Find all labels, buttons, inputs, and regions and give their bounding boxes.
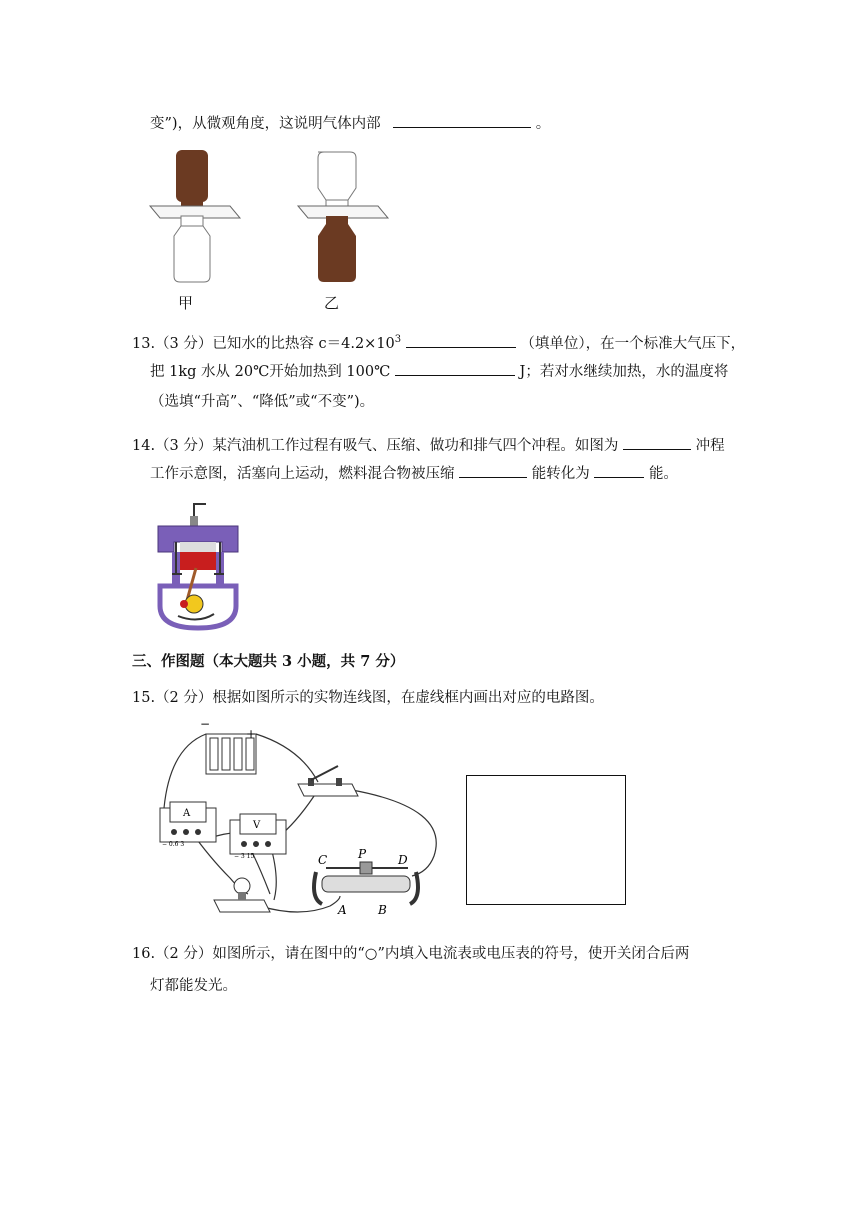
q16-line2: 灯都能发光。 (150, 978, 237, 994)
q14-line1 (132, 434, 725, 456)
spark-plug-wire (194, 504, 206, 516)
q14-text-d: 能转化为 (531, 466, 590, 482)
q13-text-a: 13.（3 分）已知水的比热容 c＝4.2×10 (132, 335, 395, 352)
q14-energy1-blank[interactable] (459, 462, 527, 478)
q15-text: 15.（2 分）根据如图所示的实物连线图，在虚线框内画出对应的电路图。 (132, 690, 604, 706)
jia-top-bottle (176, 150, 208, 202)
yi-top-bottle (318, 152, 356, 200)
q13-sup: 3 (394, 334, 402, 345)
q16-line1: 16.（2 分）如图所示，请在图中的“○”内填入电流表或电压表的符号，使开关闭合后两 (132, 946, 690, 962)
rheostat-label-p: P (358, 847, 367, 861)
circuit-diagram-answer-box[interactable] (466, 775, 626, 905)
voltmeter-terminals: − 3 15 (234, 853, 255, 860)
q13-line1 (132, 330, 745, 354)
spark-plug (190, 516, 198, 526)
q12-tail-text: 变”)，从微观角度，这说明气体内部 (150, 116, 381, 132)
rheostat-label-c: C (318, 853, 328, 867)
q14-text-c: 工作示意图，活塞向上运动，燃料混合物被压缩 (150, 466, 455, 482)
physical-circuit-figure (150, 718, 450, 918)
yi-bottom-bottle (318, 224, 356, 282)
battery-plus-label: + (246, 727, 257, 741)
rheostat-label-a: A (338, 903, 347, 917)
ammeter (160, 802, 216, 848)
q13-text-c: 把 1kg 水从 20℃开始加热到 100℃ (150, 364, 391, 380)
section-3-title: 三、作图题（本大题共 3 小题，共 7 分） (132, 653, 405, 670)
label-jia: 甲 (178, 294, 194, 312)
q12-answer-blank[interactable] (393, 112, 531, 128)
piston (180, 552, 216, 570)
jia-bottom-bottle (174, 226, 210, 282)
rheostat-label-b: B (378, 903, 387, 917)
q12-tail-line (150, 112, 550, 134)
q14-text-a: 14.（3 分）某汽油机工作过程有吸气、压缩、做功和排气四个冲程。如图为 (132, 438, 619, 454)
rheostat-label-d: D (398, 853, 408, 867)
q13-text-d: J；若对水继续加热，水的温度将 (519, 364, 729, 380)
q14-energy2-blank[interactable] (594, 462, 644, 478)
sliding-rheostat (314, 862, 418, 904)
voltmeter (230, 814, 286, 860)
light-bulb (214, 878, 270, 912)
q13-heat-blank[interactable] (395, 360, 515, 376)
q13-text-b: （填单位），在一个标准大气压下， (520, 335, 746, 352)
ammeter-symbol: A (183, 808, 191, 819)
q14-text-b: 冲程 (695, 438, 725, 454)
label-yi: 乙 (324, 294, 340, 312)
q13-unit-blank[interactable] (406, 332, 516, 348)
engine-cylinder-figure (150, 496, 250, 631)
q14-stroke-blank[interactable] (623, 434, 691, 450)
q14-text-e: 能。 (648, 466, 678, 482)
knife-switch (298, 766, 358, 796)
battery-minus-label: − (200, 717, 211, 731)
ammeter-terminals: − 0.6 3 (162, 841, 185, 848)
q13-line2 (150, 360, 728, 382)
q13-line3: （选填“升高”、“降低”或“不变”)。 (150, 394, 375, 410)
q12-end: 。 (535, 116, 551, 132)
q14-line2 (150, 462, 678, 484)
voltmeter-symbol: V (253, 820, 261, 831)
